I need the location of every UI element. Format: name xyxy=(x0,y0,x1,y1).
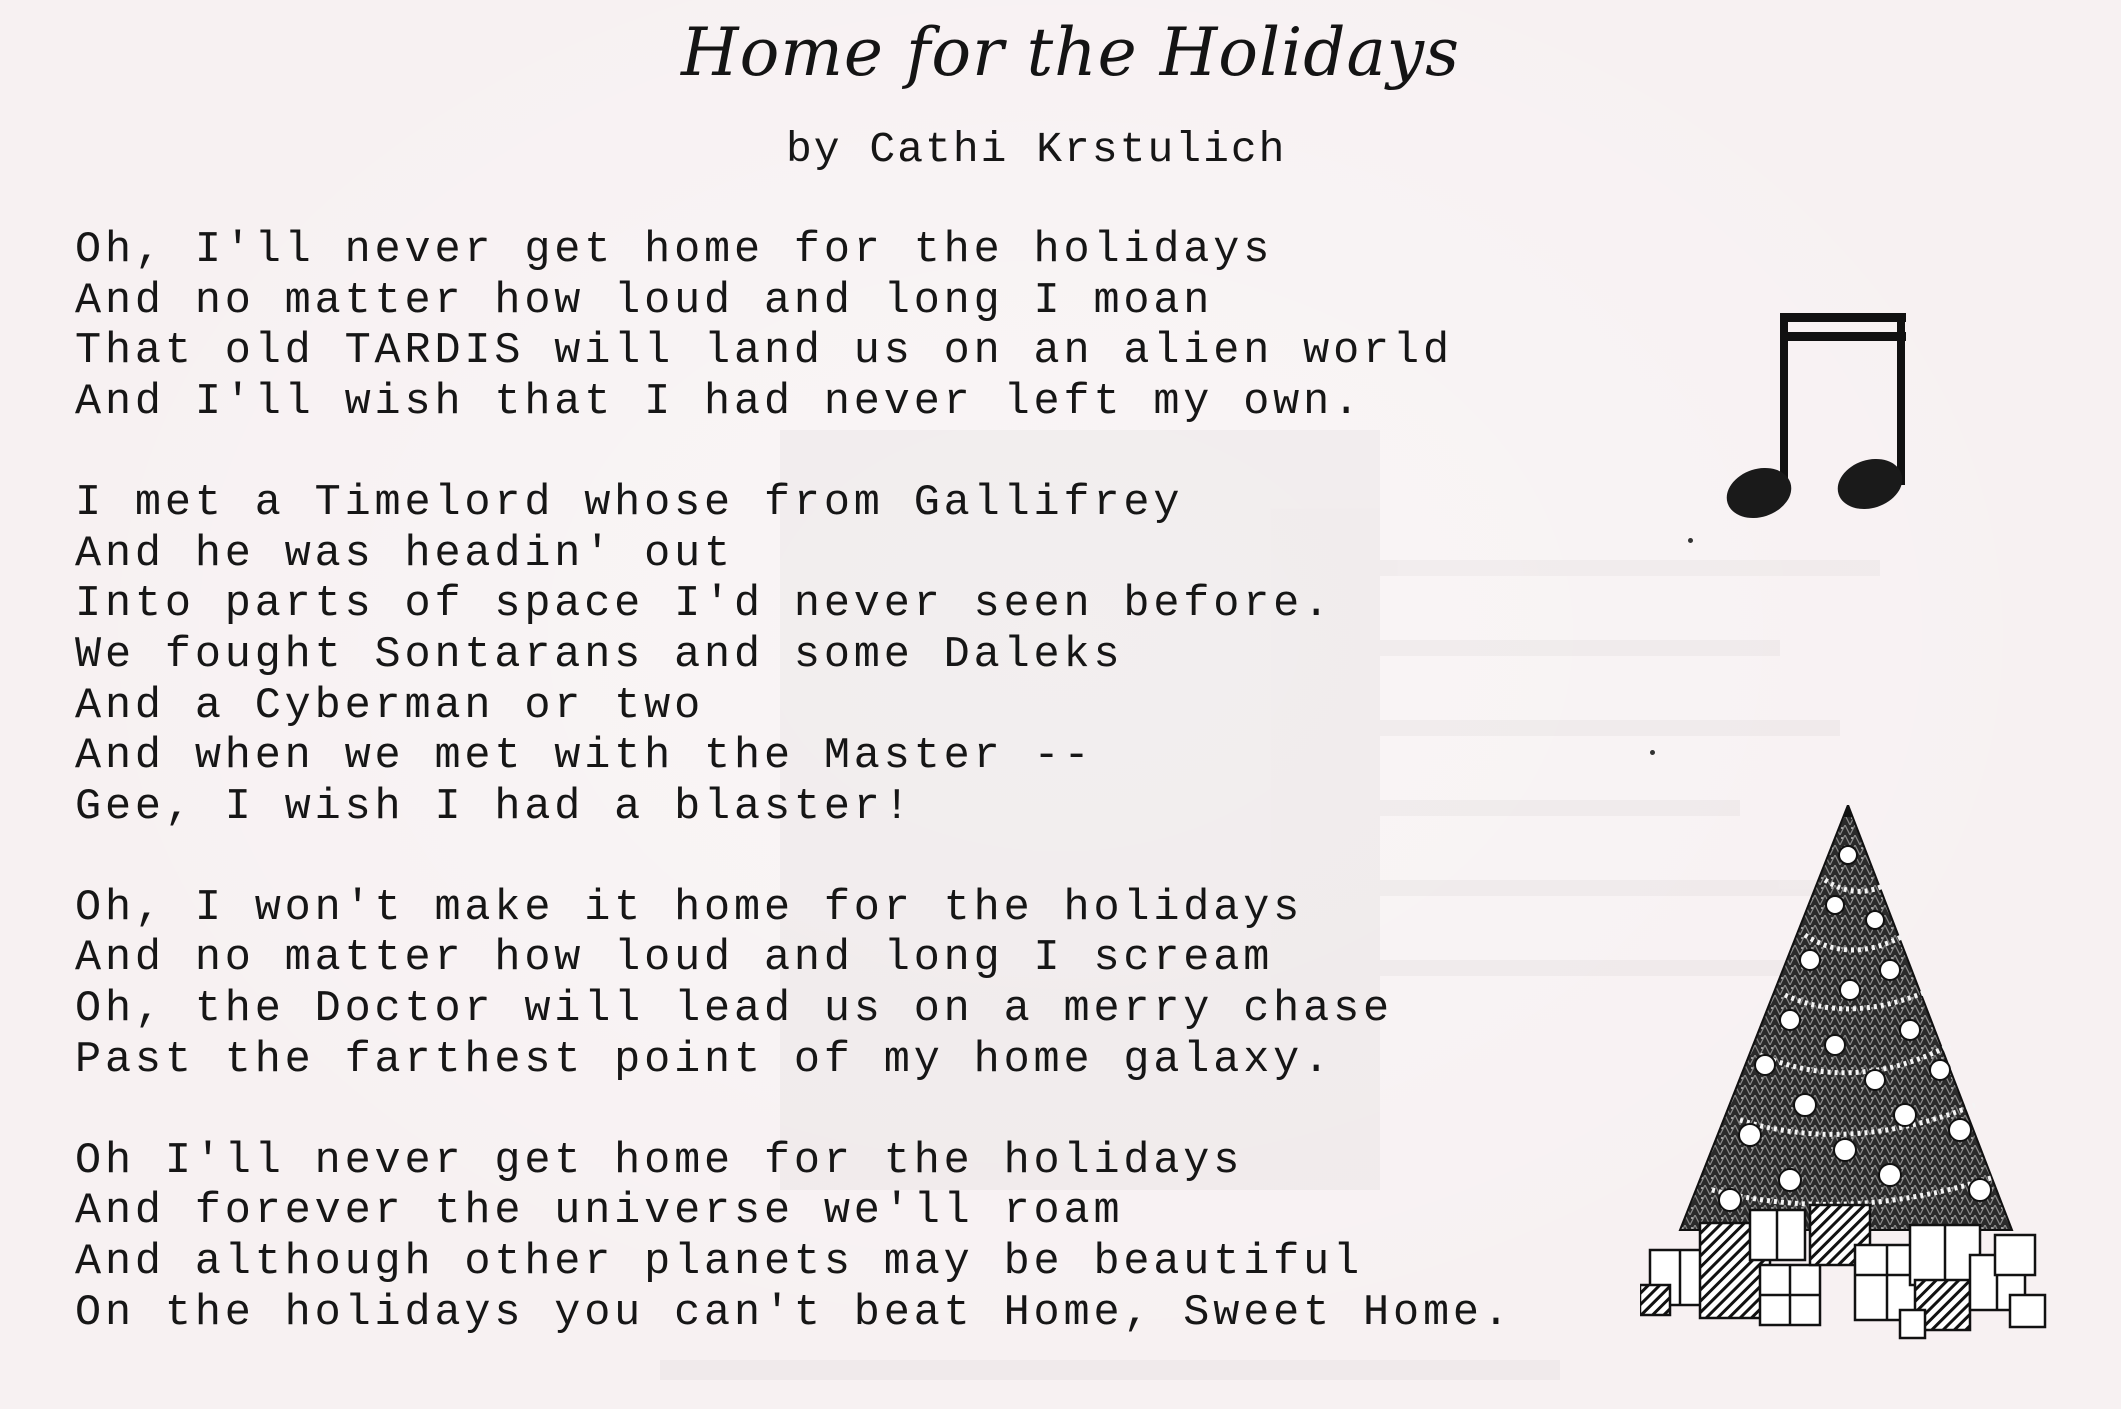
poem-line: Into parts of space I'd never seen before. xyxy=(75,580,1334,630)
poem-line: Past the farthest point of my home galaxy. xyxy=(75,1035,1334,1085)
poem-line: Oh, I won't make it home for the holidays xyxy=(75,883,1304,933)
poem-byline: by Cathi Krstulich xyxy=(786,125,1287,174)
poem-line: And forever the universe we'll roam xyxy=(75,1187,1124,1237)
poem-line: And I'll wish that I had never left my own. xyxy=(75,378,1364,428)
poem-line: Oh I'll never get home for the holidays xyxy=(75,1136,1244,1186)
music-note-icon xyxy=(1718,305,1918,527)
poem-line: Oh, I'll never get home for the holidays xyxy=(75,226,1274,275)
stanza-1 xyxy=(75,226,1635,429)
poem-line: On the holidays you can't beat Home, Sweet Home. xyxy=(75,1288,1513,1338)
poem-line: We fought Sontarans and some Daleks xyxy=(75,630,1124,680)
poem-line: And when we met with the Master -- xyxy=(75,732,1094,782)
poem-title: Home for the Holidays xyxy=(681,14,1460,91)
christmas-tree-icon xyxy=(1640,805,2048,1345)
stanza-2 xyxy=(75,479,1635,834)
poem-line: Gee, I wish I had a blaster! xyxy=(75,783,914,833)
poem-line: And a Cyberman or two xyxy=(75,681,705,731)
ink-speck xyxy=(1688,538,1693,543)
stanza-4 xyxy=(75,1137,1635,1340)
poem-line: I met a Timelord whose from Gallifrey xyxy=(75,478,1184,528)
poem-line: And no matter how loud and long I moan xyxy=(75,276,1214,326)
stanza-3 xyxy=(75,884,1635,1087)
poem-line: Oh, the Doctor will lead us on a merry chase xyxy=(75,985,1393,1035)
poem-line: And he was headin' out xyxy=(75,529,734,579)
poem-line: And although other planets may be beautiful xyxy=(75,1237,1364,1287)
poem-line: And no matter how loud and long I scream xyxy=(75,934,1274,984)
poem-line: That old TARDIS will land us on an alien world xyxy=(75,327,1453,377)
ink-speck xyxy=(1650,750,1655,755)
poem-body xyxy=(75,226,1635,1389)
